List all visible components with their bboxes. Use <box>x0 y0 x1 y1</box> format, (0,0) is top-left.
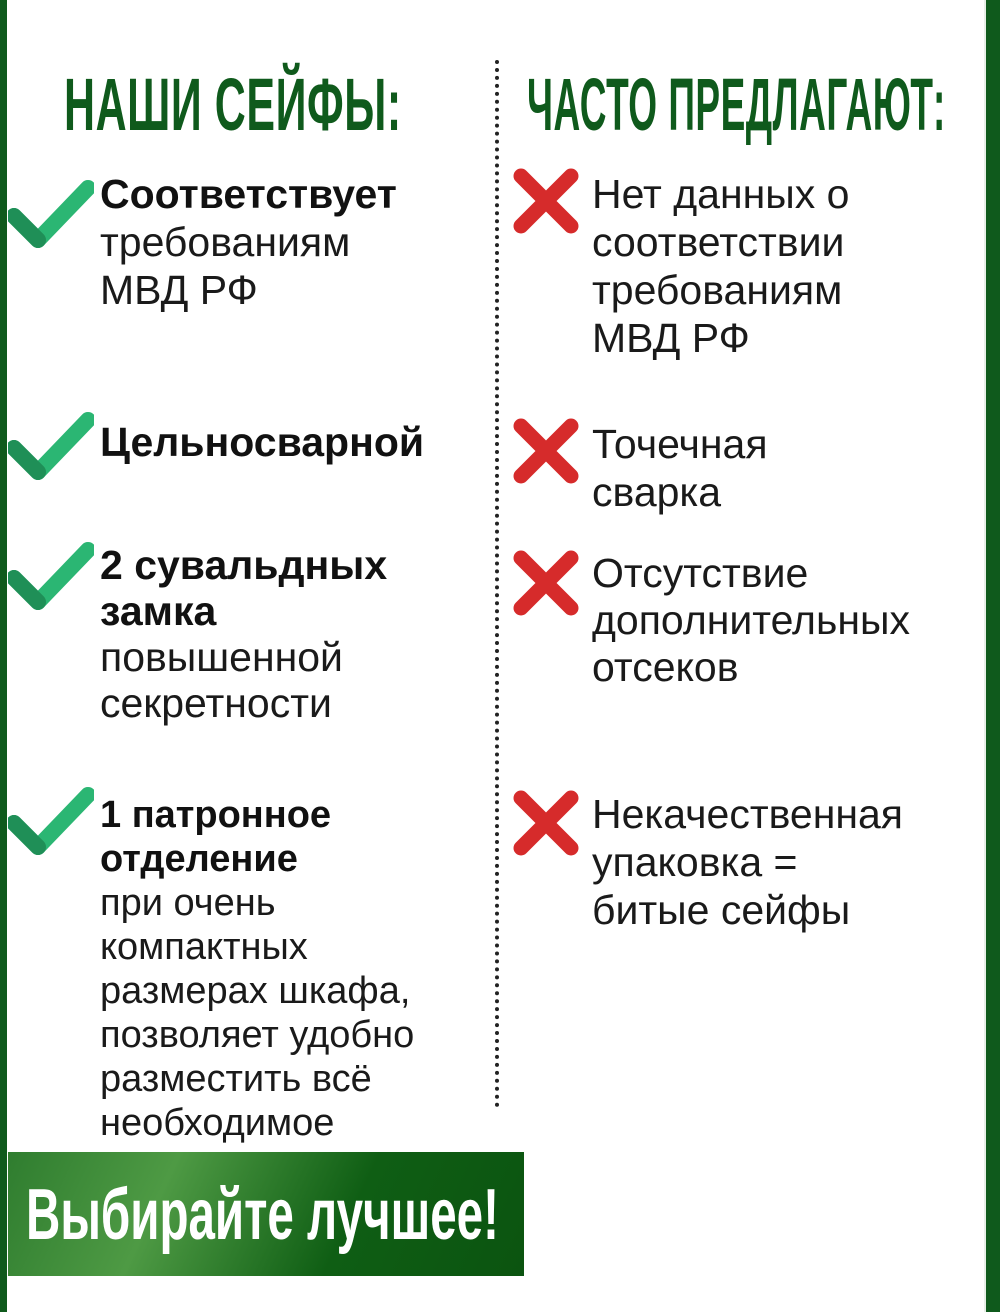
drawback-line: дополнительных <box>592 597 910 643</box>
check-icon <box>8 785 94 860</box>
feature-line: разместить всё <box>100 1058 372 1100</box>
choose-best-banner <box>8 1152 524 1276</box>
drawback-line: битые сейфы <box>592 887 851 933</box>
feature-line: размерах шкафа, <box>100 970 411 1012</box>
our-feature-4 <box>100 793 414 1145</box>
feature-line: повышенной <box>100 634 343 680</box>
cross-icon <box>513 418 579 489</box>
feature-line: при очень <box>100 882 276 924</box>
choose-best-label: Выбирайте лучшее! <box>26 1175 499 1255</box>
drawback-line: упаковка = <box>592 839 798 885</box>
check-icon <box>8 178 94 253</box>
drawback-line: Некачественная <box>592 791 904 837</box>
feature-line: необходимое <box>100 1102 335 1144</box>
our-feature-2 <box>100 418 424 466</box>
drawback-line: сварка <box>592 469 722 515</box>
feature-bold-line: Цельносварной <box>100 419 425 465</box>
feature-line: позволяет удобно <box>100 1014 415 1056</box>
drawback-line: отсеков <box>592 644 739 690</box>
feature-line: МВД РФ <box>100 267 258 313</box>
drawback-line: МВД РФ <box>592 315 750 361</box>
drawback-line: Нет данных о <box>592 171 850 217</box>
cross-icon <box>513 168 579 239</box>
cross-icon <box>513 550 579 621</box>
drawback-line: Точечная <box>592 421 768 467</box>
our-feature-1 <box>100 170 397 314</box>
drawback-line: требованиям <box>592 267 843 313</box>
feature-bold-line: замка <box>100 588 217 634</box>
dotted-divider <box>495 60 499 1108</box>
feature-bold-line: 1 патронное <box>100 794 332 836</box>
heading-our-safes: НАШИ СЕЙФЫ: <box>64 63 402 146</box>
check-icon <box>8 540 94 615</box>
feature-bold-line: 2 сувальдных <box>100 542 388 588</box>
competitor-drawback-3 <box>592 550 910 691</box>
feature-line: компактных <box>100 926 308 968</box>
cross-icon <box>513 790 579 861</box>
drawback-line: Отсутствие <box>592 550 809 596</box>
competitor-drawback-4 <box>592 790 903 934</box>
feature-bold-line: отделение <box>100 838 298 880</box>
competitor-drawback-2 <box>592 420 768 516</box>
heading-often-offered: ЧАСТО ПРЕДЛАГАЮТ: <box>527 63 946 146</box>
frame-border-right <box>986 0 1000 1312</box>
frame-border-left <box>0 0 7 1312</box>
competitor-drawback-1 <box>592 170 849 362</box>
drawback-line: соответствии <box>592 219 845 265</box>
our-feature-3 <box>100 542 387 726</box>
check-icon <box>8 410 94 485</box>
feature-line: требованиям <box>100 219 351 265</box>
feature-line: секретности <box>100 680 332 726</box>
feature-bold-line: Соответствует <box>100 171 397 217</box>
